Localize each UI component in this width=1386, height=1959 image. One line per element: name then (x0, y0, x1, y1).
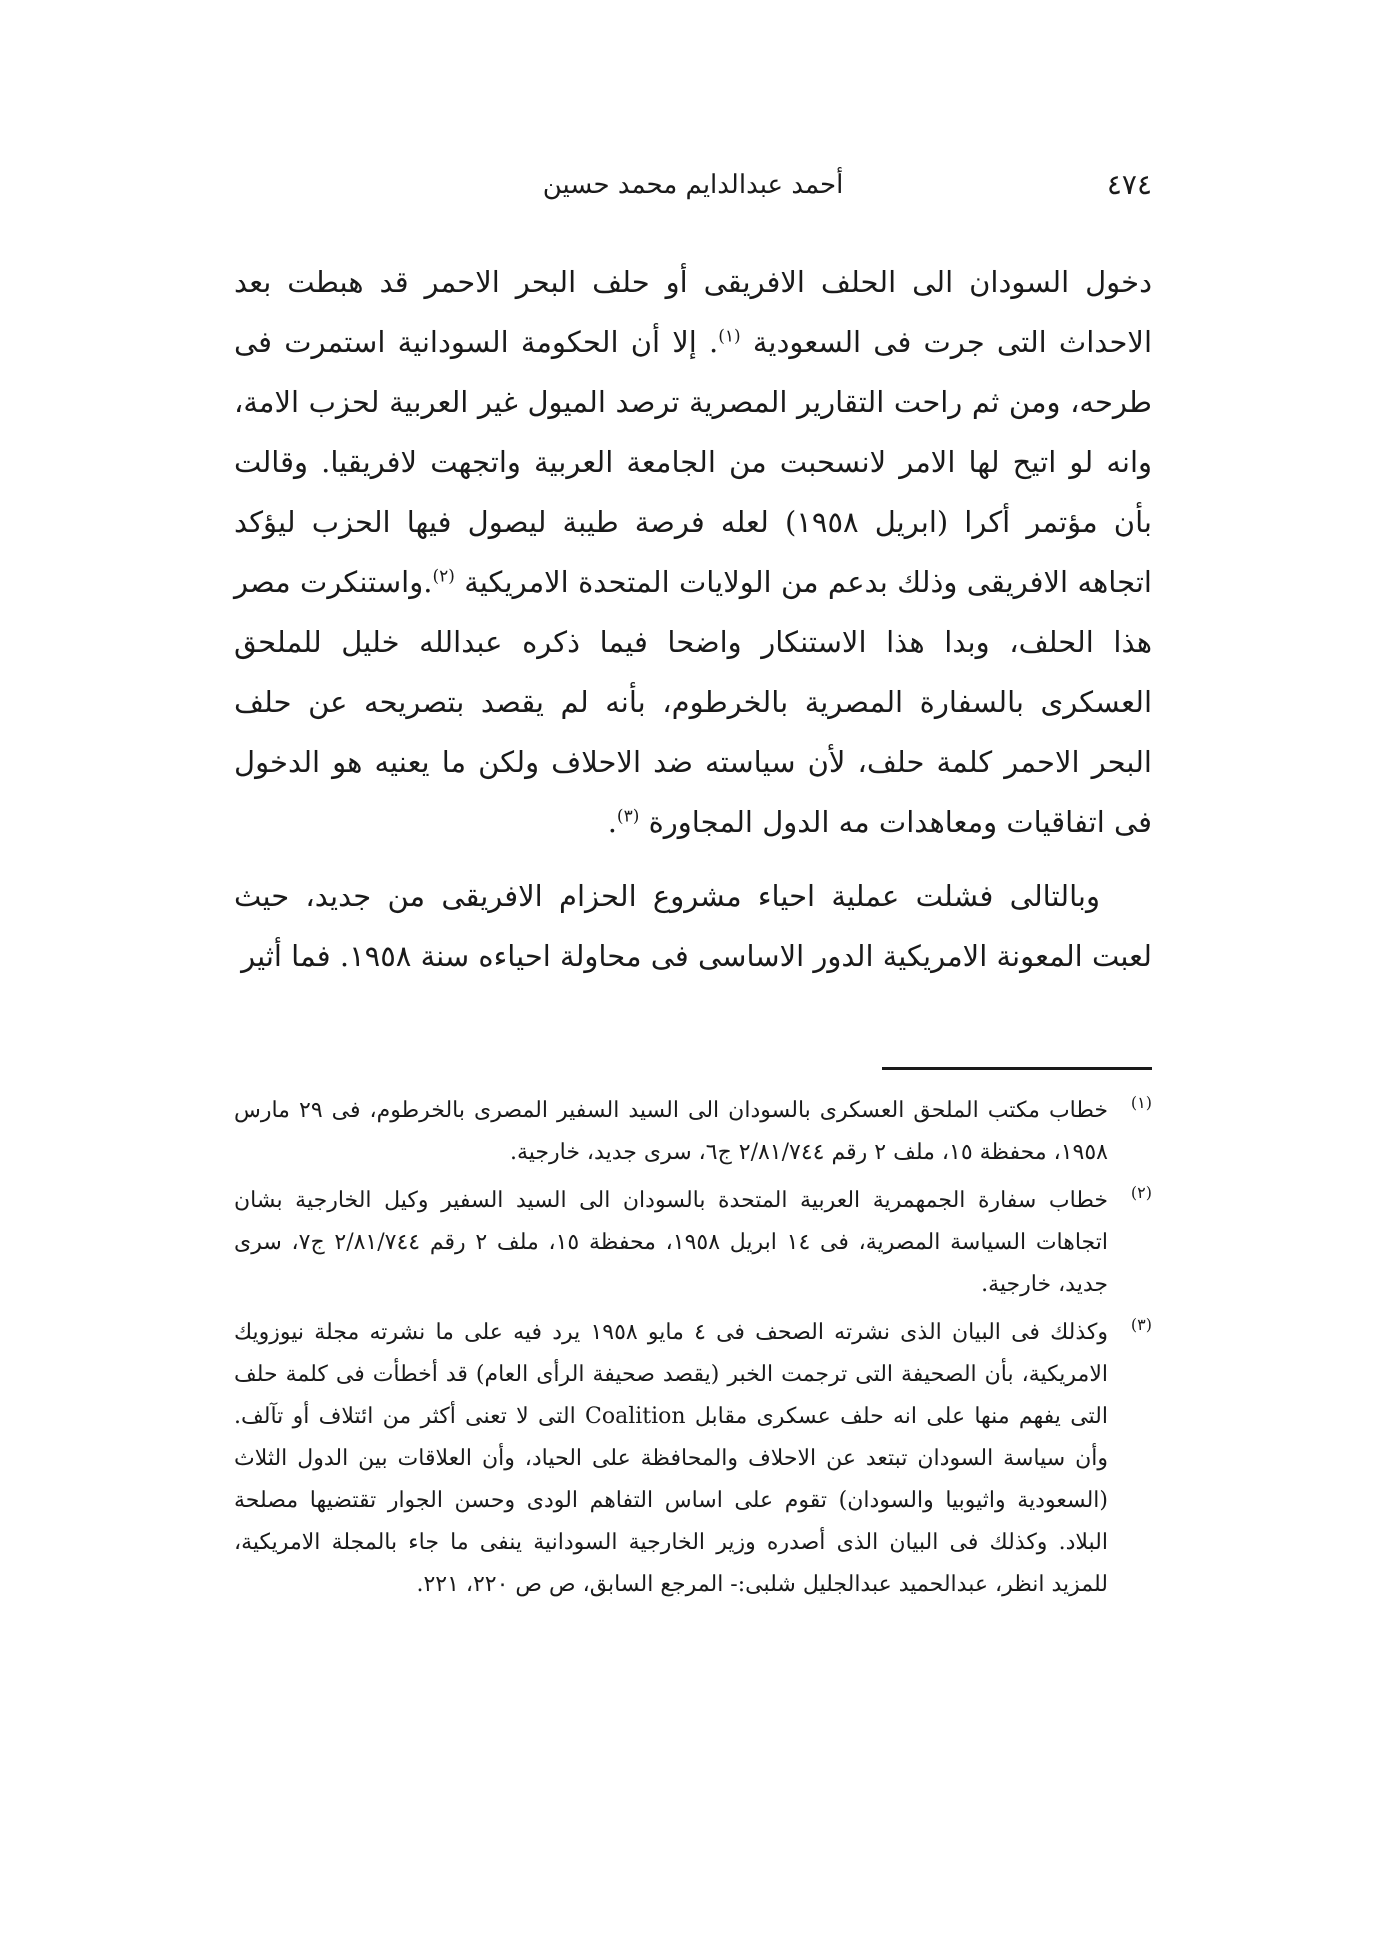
footnote-1 (234, 1090, 1152, 1174)
header-author: أحمد عبدالدايم محمد حسين (542, 170, 844, 200)
footnote-3 (234, 1312, 1152, 1606)
page-number: ٤٧٤ (1106, 168, 1152, 201)
footnote-number: (١) (1130, 1093, 1152, 1112)
running-header (234, 160, 1152, 210)
footnote-ref-3: (٣) (616, 806, 640, 827)
footnote-number: (٣) (1130, 1315, 1152, 1334)
footnote-ref-2: (٢) (432, 566, 455, 587)
footnote-ref-1: (١) (718, 326, 741, 347)
paragraph-1-part-1: دخول السودان الى الحلف الافريقى أو حلف البحر الاحمر قد هبطت بعد الاحداث التى جرت فى السعودية (234, 265, 1153, 359)
footnote-2 (234, 1180, 1152, 1306)
body-text (234, 252, 1152, 986)
footnote-separator (882, 1067, 1152, 1070)
paragraph-1 (234, 252, 1152, 852)
paragraph-1-part-3: .واستنكرت مصر هذا الحلف، وبدا هذا الاستنكار واضحا فيما ذكره عبدالله خليل للملحق العسكرى بالسفارة المصرية بالخرطوم، بأنه لم يقصد بتصريحه عن حلف البحر الاحمر كلمة حلف، لأن سياسته ضد الاحلاف ولكن ما يعنيه هو الدخول فى اتفاقيات ومعاهدات مه الدول المجاورة (234, 565, 1152, 839)
paragraph-2: وبالتالى فشلت عملية احياء مشروع الحزام الافريقى من جديد، حيث لعبت المعونة الامريكية الدور الاساسى فى محاولة احياءه سنة ١٩٥٨. فما أثير (234, 879, 1152, 973)
paragraph-1-part-2: . إلا أن الحكومة السودانية استمرت فى طرحه، ومن ثم راحت التقارير المصرية ترصد الميول غير العربية لحزب الامة، وانه لو اتيح لها الامر لانسحبت من الجامعة العربية واتجهت لافريقيا. وقالت بأن مؤتمر أكرا (ابريل ١٩٥٨) لعله فرصة طيبة ليصول فيها الحزب ليؤكد اتجاهه الافريقى وذلك بدعم من الولايات المتحدة الامريكية (234, 325, 1152, 599)
paragraph-1-part-4: . (607, 805, 617, 839)
footnote-number: (٢) (1130, 1183, 1152, 1202)
footnotes (234, 1090, 1152, 1612)
footnote-text: خطاب سفارة الجمهمرية العربية المتحدة بالسودان الى السيد السفير وكيل الخارجية بشان اتجاهات السياسة المصرية، فى ١٤ ابريل ١٩٥٨، محفظة ١٥، ملف ٢ رقم ٢/٨١/٧٤٤ ج٧، سرى جديد، خارجية. (234, 1188, 1108, 1297)
footnote-text: وكذلك فى البيان الذى نشرته الصحف فى ٤ مايو ١٩٥٨ يرد فيه على ما نشرته مجلة نيوزويك الامريكية، بأن الصحيفة التى ترجمت الخبر (يقصد صحيفة الرأى العام) قد أخطأت فى كلمة حلف التى يفهم منها على انه حلف عسكرى مقابل Coalition التى لا تعنى أكثر من ائتلاف أو تآلف. وأن سياسة السودان تبتعد عن الاحلاف والمحافظة على الحياد، وأن العلاقات بين الدول الثلاث (السعودية واثيوبيا والسودان) تقوم على اساس التفاهم الودى وحسن الجوار تقتضيها مصلحة البلاد. وكذلك فى البيان الذى أصدره وزير الخارجية السودانية ينفى ما جاء بالمجلة الامريكية، للمزيد انظر، عبدالحميد عبدالجليل شلبى:- المرجع السابق، ص ص ٢٢٠، ٢٢١. (234, 1320, 1109, 1597)
footnote-text: خطاب مكتب الملحق العسكرى بالسودان الى السيد السفير المصرى بالخرطوم، فى ٢٩ مارس ١٩٥٨، محفظة ١٥، ملف ٢ رقم ٢/٨١/٧٤٤ ج٦، سرى جديد، خارجية. (234, 1098, 1109, 1165)
